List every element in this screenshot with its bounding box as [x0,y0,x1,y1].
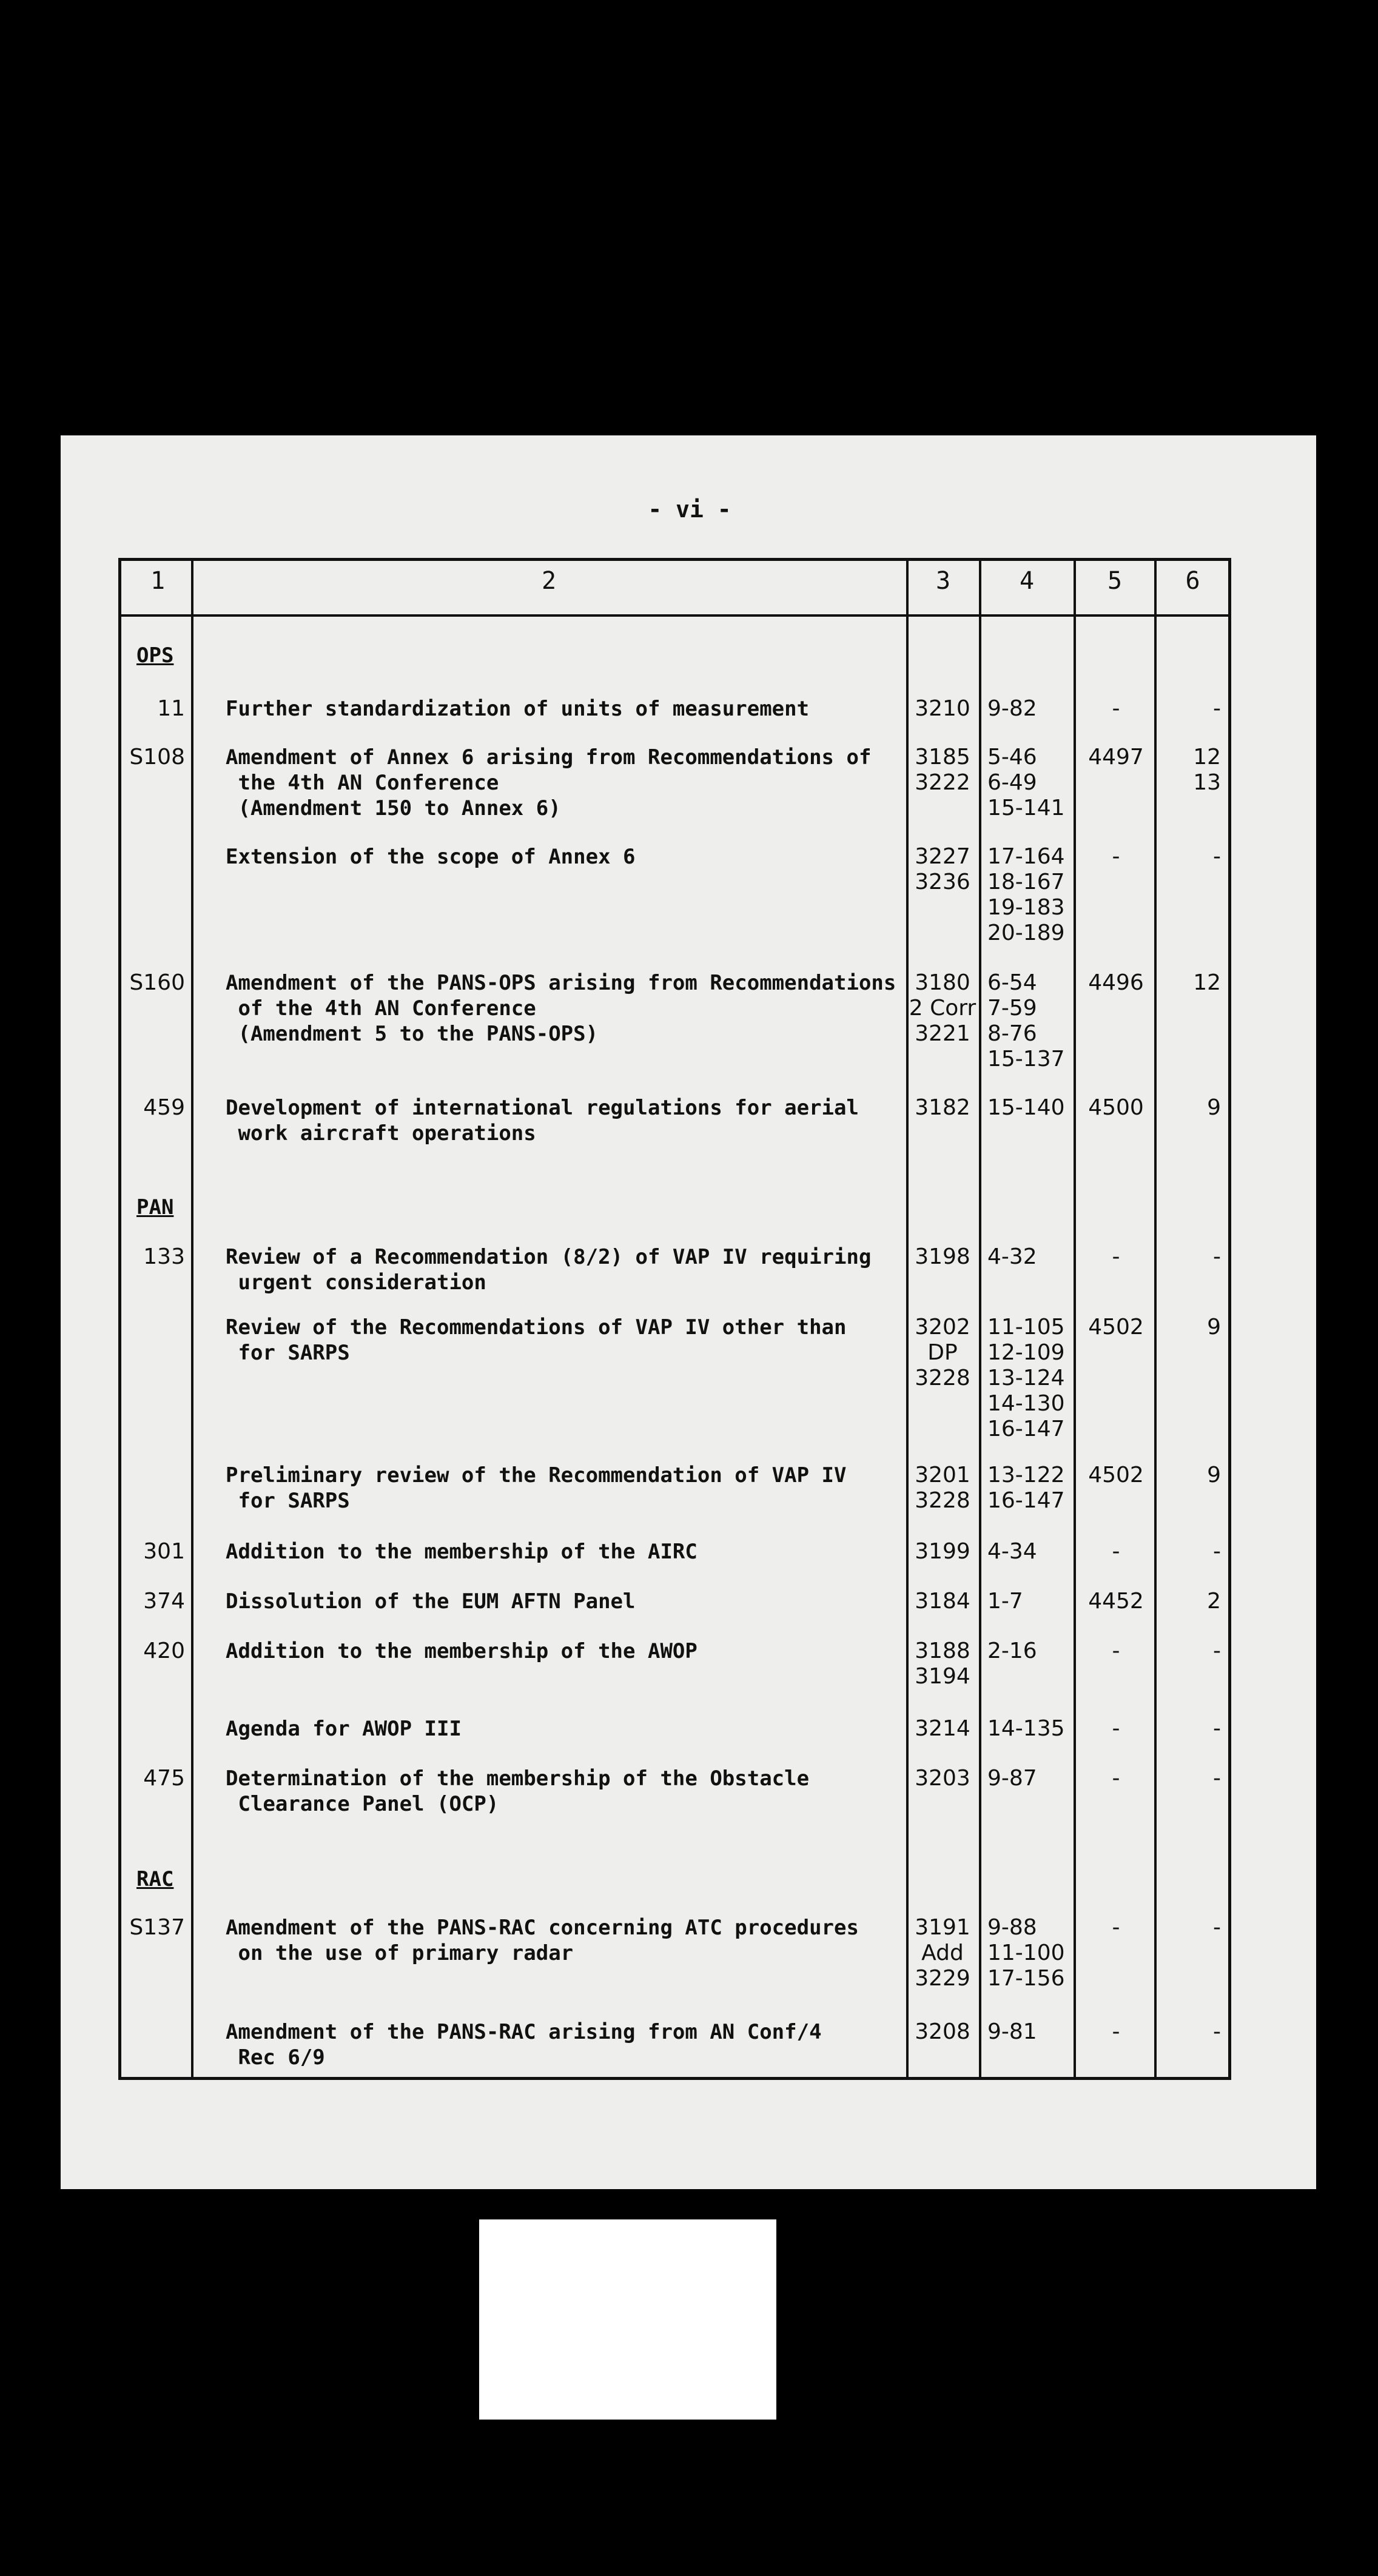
header-divider [118,614,1231,617]
row-c6: 12 [1193,970,1221,995]
row-c6: 9 [1207,1315,1221,1340]
row-c4: 4-32 [987,1244,1037,1269]
row-c4: 17-164 18-167 19-183 20-189 [987,844,1065,945]
row-subject: Development of international regulations for aerial work aircraft operations [226,1096,859,1145]
row-item: 374 [143,1589,185,1614]
row-item: S108 [129,745,185,770]
section-label: PAN [136,1195,174,1219]
row-item: 301 [143,1539,185,1564]
row-subject: Extension of the scope of Annex 6 [226,845,636,869]
row-c5: - [1112,1915,1120,1940]
row-c6: - [1213,696,1221,721]
row-c5: 4502 [1088,1463,1144,1488]
section-label: OPS [136,643,174,668]
row-item: 459 [143,1095,185,1120]
row-c4: 5-46 6-49 15-141 [987,745,1065,820]
row-c3: 3188 3194 [915,1639,970,1689]
row-subject: Addition to the membership of the AIRC [226,1540,697,1564]
row-c5: - [1112,2019,1120,2044]
row-subject: Addition to the membership of the AWOP [226,1639,697,1663]
row-c6: 9 [1207,1463,1221,1488]
column-header: 4 [1019,567,1035,595]
row-subject: Amendment of Annex 6 arising from Recommendations of the 4th AN Conference (Amendment 150 to Annex 6) [226,745,872,820]
row-c3: 3198 [915,1244,970,1269]
row-c5: - [1112,1766,1120,1791]
row-c3: 3227 3236 [915,844,970,894]
row-c6: 12 13 [1193,745,1221,795]
row-c5: 4500 [1088,1095,1144,1120]
row-c5: 4502 [1088,1315,1144,1340]
column-divider [1154,558,1157,2080]
column-header: 1 [150,567,166,595]
row-c3: 3199 [915,1539,970,1564]
row-subject: Preliminary review of the Recommendation of VAP IV for SARPS [226,1463,847,1513]
row-c6: - [1213,1915,1221,1940]
row-subject: Agenda for AWOP III [226,1717,462,1741]
column-header: 2 [541,567,557,595]
row-item: 11 [157,696,185,721]
row-c5: - [1112,1639,1120,1663]
row-c4: 1-7 [987,1589,1023,1614]
row-c6: - [1213,1766,1221,1791]
row-c6: - [1213,1244,1221,1269]
row-subject: Review of the Recommendations of VAP IV other than for SARPS [226,1315,847,1365]
row-c6: 2 [1207,1589,1221,1614]
row-c3: 3180 2 Corr 3221 [909,970,976,1046]
row-c3: 3202 DP 3228 [915,1315,970,1390]
page-title: - vi - [648,496,731,523]
row-c6: - [1213,1716,1221,1741]
row-c4: 13-122 16-147 [987,1463,1065,1513]
column-divider [191,558,193,2080]
row-c4: 9-87 [987,1766,1037,1791]
row-c6: - [1213,1639,1221,1663]
row-c4: 14-135 [987,1716,1065,1741]
row-c5: 4452 [1088,1589,1144,1614]
row-c5: - [1112,696,1120,721]
row-c3: 3185 3222 [915,745,970,795]
row-subject: Amendment of the PANS-RAC arising from AN Conf/4 Rec 6/9 [226,2020,822,2070]
row-c5: - [1112,1539,1120,1564]
row-c4: 9-81 [987,2019,1037,2044]
row-c3: 3203 [915,1766,970,1791]
row-item: 133 [143,1244,185,1269]
column-header: 3 [935,567,951,595]
row-c4: 2-16 [987,1639,1037,1663]
blank-card [479,2219,776,2420]
row-c4: 9-82 [987,696,1037,721]
section-label: RAC [136,1867,174,1891]
row-subject: Amendment of the PANS-OPS arising from Recommendations of the 4th AN Conference (Amendment 5 to the PANS-OPS) [226,971,896,1046]
row-item: S137 [129,1915,185,1940]
row-subject: Review of a Recommendation (8/2) of VAP IV requiring urgent consideration [226,1245,872,1295]
row-subject: Further standardization of units of measurement [226,697,810,721]
row-item: 475 [143,1766,185,1791]
row-c3: 3214 [915,1716,970,1741]
row-item: S160 [129,970,185,995]
row-c5: 4497 [1088,745,1144,770]
row-c5: - [1112,1716,1120,1741]
row-c6: - [1213,1539,1221,1564]
column-divider [979,558,981,2080]
row-c3: 3201 3228 [915,1463,970,1513]
row-c5: - [1112,1244,1120,1269]
row-c4: 6-54 7-59 8-76 15-137 [987,970,1065,1072]
row-c3: 3182 [915,1095,970,1120]
row-c4: 11-105 12-109 13-124 14-130 16-147 [987,1315,1065,1441]
row-c3: 3210 [915,696,970,721]
row-c6: - [1213,844,1221,869]
row-c5: - [1112,844,1120,869]
row-subject: Dissolution of the EUM AFTN Panel [226,1589,636,1614]
row-c5: 4496 [1088,970,1144,995]
column-header: 6 [1185,567,1200,595]
row-subject: Amendment of the PANS-RAC concerning ATC procedures on the use of primary radar [226,1916,859,1965]
row-c4: 15-140 [987,1095,1065,1120]
row-subject: Determination of the membership of the Obstacle Clearance Panel (OCP) [226,1766,810,1816]
column-header: 5 [1107,567,1123,595]
column-divider [1074,558,1076,2080]
row-c4: 9-88 11-100 17-156 [987,1915,1065,1991]
row-item: 420 [143,1639,185,1663]
row-c6: - [1213,2019,1221,2044]
row-c3: 3184 [915,1589,970,1614]
row-c3: 3208 [915,2019,970,2044]
row-c6: 9 [1207,1095,1221,1120]
row-c4: 4-34 [987,1539,1037,1564]
row-c3: 3191 Add 3229 [915,1915,970,1991]
